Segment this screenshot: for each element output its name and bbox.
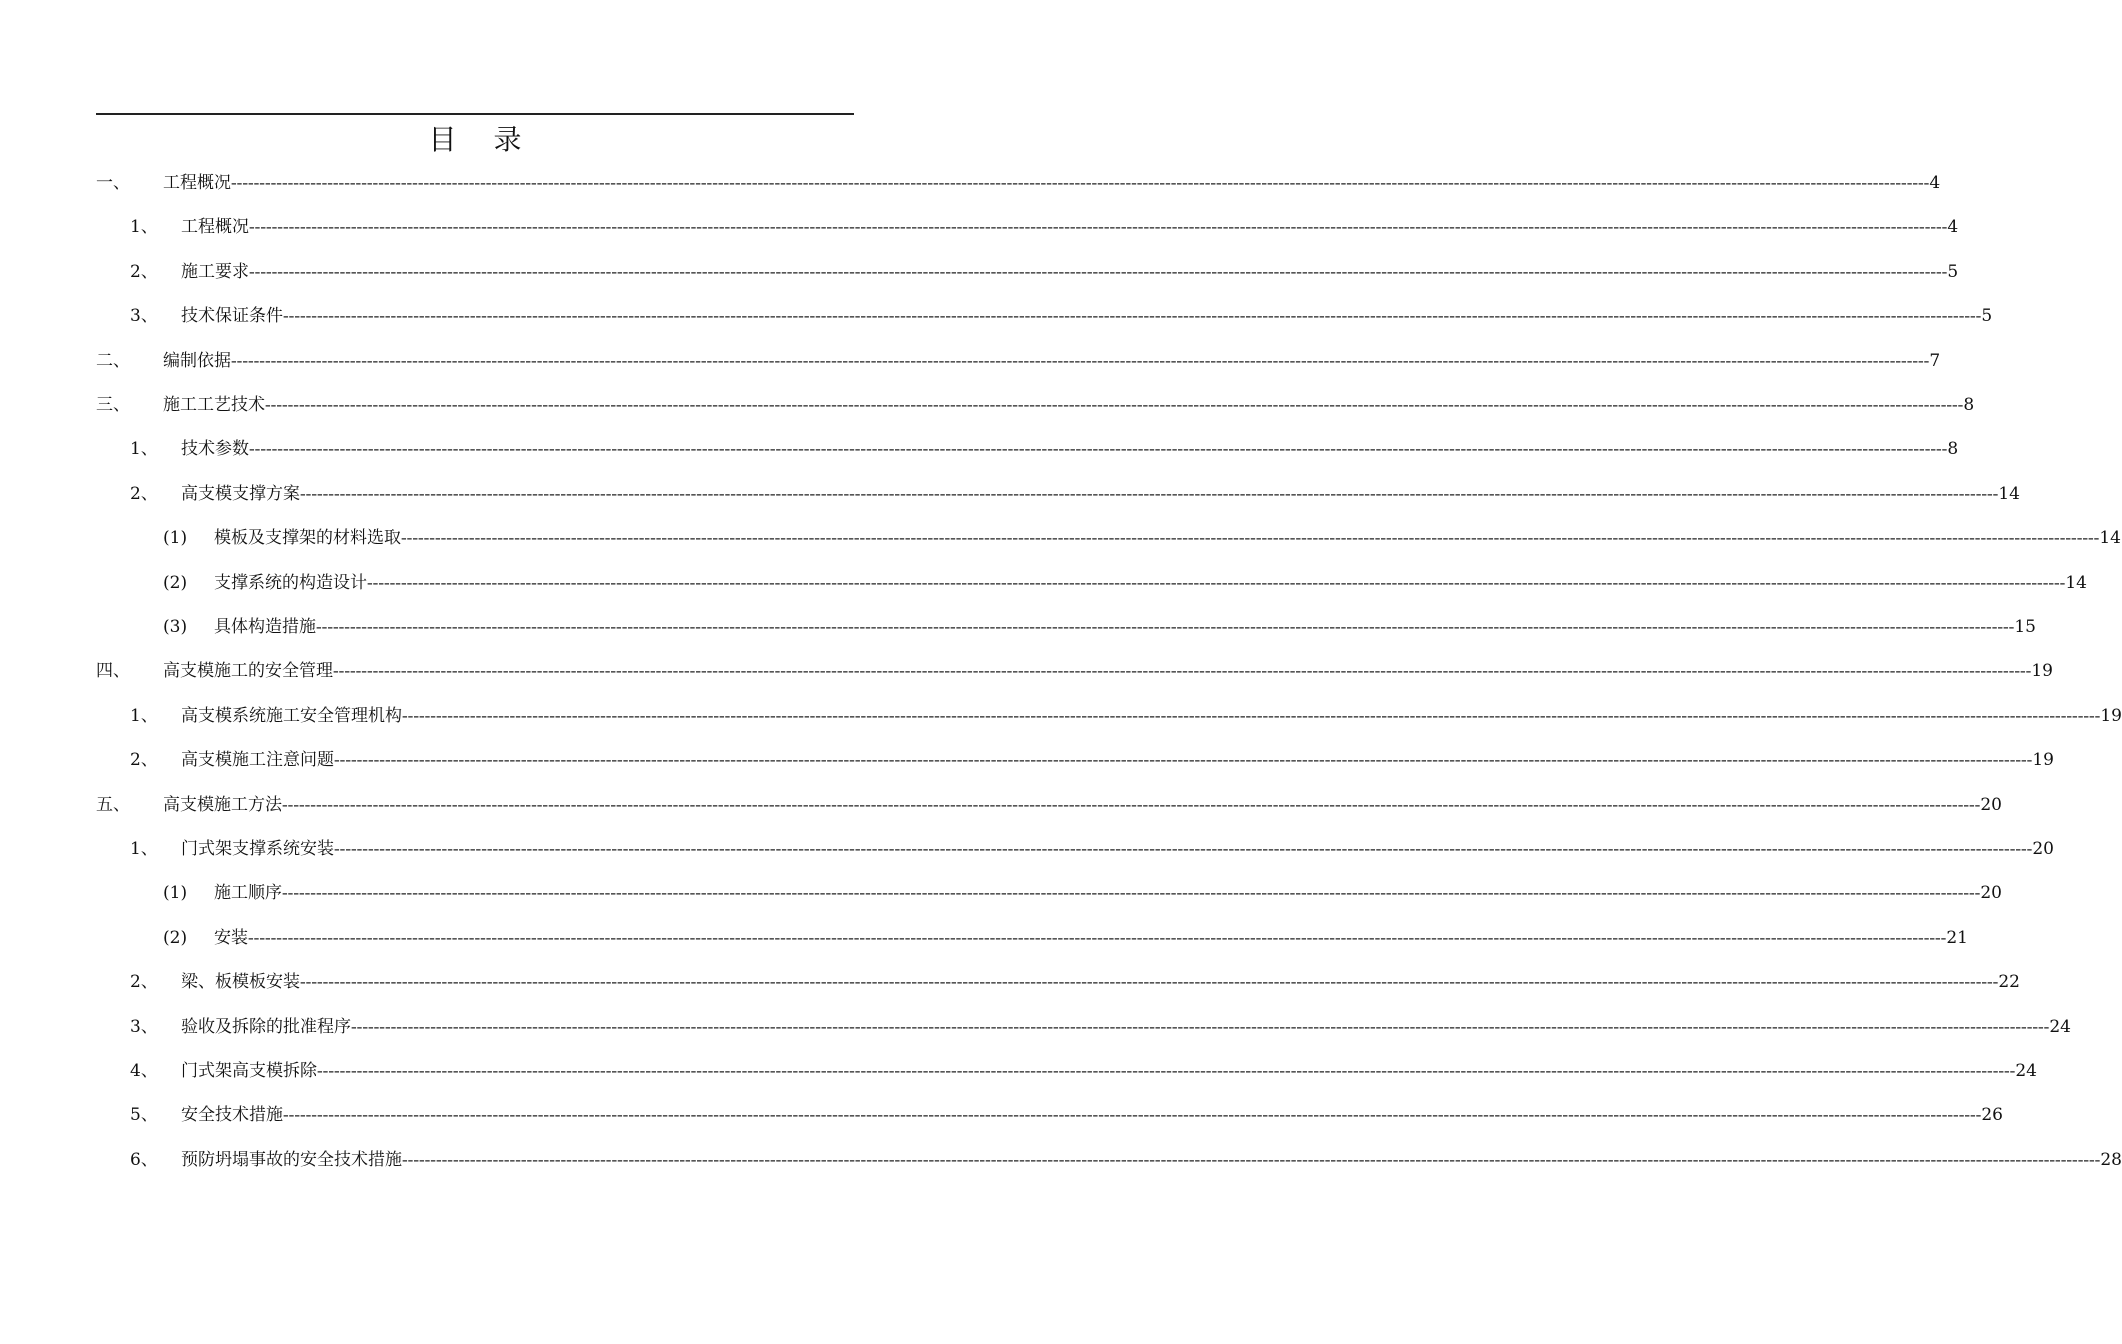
toc-entry[interactable] (96, 792, 2002, 818)
toc-entry-page-number: 20 (2032, 839, 2054, 859)
toc-entry-number: 4、 (130, 1061, 158, 1081)
toc-entry-page-number: 19 (2032, 750, 2054, 771)
toc-entry-title: 工程概况 (181, 217, 249, 238)
toc-entry-line (181, 436, 1959, 462)
toc-entry[interactable] (96, 303, 1993, 329)
toc-entry-line (181, 1014, 2071, 1040)
toc-entry-line (181, 747, 2054, 773)
toc-entry-page-number: 24 (2015, 1061, 2037, 1081)
toc-entry[interactable] (96, 925, 1968, 951)
toc-entry-page-number: 7 (1929, 350, 1941, 371)
toc-entry-line (181, 836, 2054, 862)
toc-entry[interactable] (96, 1014, 2071, 1040)
toc-entry[interactable] (96, 525, 2121, 551)
toc-entry-title: 安装 (214, 927, 248, 948)
toc-leader-dashes: ------------------------------------------------------------------------------------------------------------------------------------------------------------------------------------------------------------------------------------------------------------------------------------------------------------ (231, 350, 1930, 370)
toc-leader-dashes: ------------------------------------------------------------------------------------------------------------------------------------------------------------------------------------------------------------------------------------------------------------------------------------------------------------ (351, 1016, 2050, 1036)
toc-entry-page-number: 8 (1963, 395, 1975, 415)
toc-entry[interactable] (96, 392, 1975, 418)
toc-entry-title: 门式架支撑系统安装 (181, 839, 334, 859)
toc-entry-title: 工程概况 (163, 173, 231, 193)
toc-entry-number: 3、 (130, 1016, 158, 1037)
toc-entry[interactable] (96, 170, 1941, 196)
toc-entry-line (181, 1147, 2122, 1173)
toc-entry-title: 施工要求 (181, 261, 249, 282)
toc-entry-line (163, 392, 1975, 418)
toc-leader-dashes: ------------------------------------------------------------------------------------------------------------------------------------------------------------------------------------------------------------------------------------------------------------------------------------------------------------ (283, 1105, 1982, 1125)
toc-entry-line (181, 969, 2020, 995)
toc-entry-title: 施工工艺技术 (163, 395, 265, 415)
toc-entry[interactable] (96, 880, 2002, 906)
toc-entry-page-number: 22 (1998, 972, 2020, 993)
toc-entry-title: 梁、板模板安装 (181, 972, 300, 993)
toc-entry[interactable] (96, 703, 2122, 729)
toc-entry-title: 门式架高支模拆除 (181, 1061, 317, 1081)
toc-entry-page-number: 4 (1947, 217, 1959, 238)
toc-entry-page-number: 4 (1929, 173, 1941, 193)
toc-entry-title: 编制依据 (163, 350, 231, 371)
toc-entry-number: 2、 (130, 261, 158, 282)
header-rule (96, 113, 854, 115)
toc-entry-line (214, 880, 2002, 906)
toc-entry-page-number: 8 (1947, 439, 1959, 460)
toc-entry[interactable] (96, 969, 2020, 995)
toc-leader-dashes: ------------------------------------------------------------------------------------------------------------------------------------------------------------------------------------------------------------------------------------------------------------------------------------------------------------ (265, 395, 1964, 414)
toc-entry[interactable] (96, 614, 2036, 640)
toc-entry-title: 高支模施工方法 (163, 794, 282, 815)
toc-entry-line (214, 525, 2121, 551)
toc-entry-page-number: 19 (2031, 661, 2053, 682)
toc-leader-dashes: ------------------------------------------------------------------------------------------------------------------------------------------------------------------------------------------------------------------------------------------------------------------------------------------------------------ (401, 528, 2100, 548)
toc-entry-number: 5、 (130, 1105, 158, 1126)
toc-entry-number: (2) (163, 927, 188, 948)
toc-entry-line (163, 348, 1941, 374)
toc-leader-dashes: ------------------------------------------------------------------------------------------------------------------------------------------------------------------------------------------------------------------------------------------------------------------------------------------------------------ (300, 972, 1999, 992)
toc-entry-title: 高支模支撑方案 (181, 483, 300, 504)
toc-entry-page-number: 20 (1980, 794, 2002, 815)
toc-entry-title: 高支模系统施工安全管理机构 (181, 705, 402, 726)
toc-entry-line (214, 614, 2036, 640)
toc-entry-number: 2、 (130, 972, 158, 993)
toc-entry-page-number: 5 (1981, 306, 1993, 327)
toc-entry-title: 施工顺序 (214, 883, 282, 904)
toc-leader-dashes: ------------------------------------------------------------------------------------------------------------------------------------------------------------------------------------------------------------------------------------------------------------------------------------------------------------ (282, 794, 1981, 814)
toc-entry-number: 三、 (96, 395, 130, 415)
toc-entry-page-number: 24 (2049, 1016, 2071, 1037)
toc-entry[interactable] (96, 747, 2054, 773)
toc-entry-number: 6、 (130, 1149, 158, 1170)
toc-entry-page-number: 15 (2014, 617, 2036, 637)
toc-entry-title: 安全技术措施 (181, 1105, 283, 1126)
toc-entry-number: 五、 (96, 794, 130, 815)
toc-entry-number: 四、 (96, 661, 130, 682)
toc-entry-number: 1、 (130, 839, 158, 859)
toc-entry-title: 支撑系统的构造设计 (214, 572, 367, 593)
toc-entry-page-number: 26 (1981, 1105, 2003, 1126)
toc-leader-dashes: ------------------------------------------------------------------------------------------------------------------------------------------------------------------------------------------------------------------------------------------------------------------------------------------------------------ (334, 839, 2033, 858)
toc-leader-dashes: ------------------------------------------------------------------------------------------------------------------------------------------------------------------------------------------------------------------------------------------------------------------------------------------------------------ (282, 883, 1981, 903)
toc-entry-number: 1、 (130, 705, 158, 726)
toc-entry-number: 1、 (130, 217, 158, 238)
toc-entry[interactable] (96, 481, 2020, 507)
toc-entry-title: 技术参数 (181, 439, 249, 460)
toc-entry-line (181, 1058, 2037, 1084)
toc-leader-dashes: ------------------------------------------------------------------------------------------------------------------------------------------------------------------------------------------------------------------------------------------------------------------------------------------------------------ (334, 750, 2033, 770)
toc-entry-line (163, 170, 1941, 196)
toc-entry-page-number: 21 (1946, 927, 1968, 948)
toc-entry-page-number: 28 (2100, 1149, 2122, 1170)
toc-entry[interactable] (96, 1147, 2122, 1173)
toc-entry-page-number: 20 (1980, 883, 2002, 904)
toc-entry-title: 具体构造措施 (214, 617, 316, 637)
toc-entry-line (181, 303, 1993, 329)
toc-entry-page-number: 14 (2065, 572, 2087, 593)
toc-entry[interactable] (96, 658, 2053, 684)
toc-entry-number: 2、 (130, 483, 158, 504)
toc-entry-page-number: 19 (2100, 705, 2122, 726)
toc-entry-line (181, 1102, 2003, 1128)
toc-leader-dashes: ------------------------------------------------------------------------------------------------------------------------------------------------------------------------------------------------------------------------------------------------------------------------------------------------------------ (249, 439, 1948, 459)
toc-entry-page-number: 5 (1947, 261, 1959, 282)
toc-entry-line (214, 925, 1968, 951)
toc-entry-number: (1) (163, 883, 188, 904)
toc-leader-dashes: ------------------------------------------------------------------------------------------------------------------------------------------------------------------------------------------------------------------------------------------------------------------------------------------------------------ (249, 217, 1948, 237)
toc-entry-number: (2) (163, 572, 188, 593)
toc-leader-dashes: ------------------------------------------------------------------------------------------------------------------------------------------------------------------------------------------------------------------------------------------------------------------------------------------------------------ (333, 661, 2032, 681)
toc-entry[interactable] (96, 436, 1959, 462)
toc-entry-line (181, 481, 2020, 507)
toc-leader-dashes: ------------------------------------------------------------------------------------------------------------------------------------------------------------------------------------------------------------------------------------------------------------------------------------------------------------ (249, 261, 1948, 281)
toc-leader-dashes: ------------------------------------------------------------------------------------------------------------------------------------------------------------------------------------------------------------------------------------------------------------------------------------------------------------ (316, 617, 2015, 636)
toc-leader-dashes: ------------------------------------------------------------------------------------------------------------------------------------------------------------------------------------------------------------------------------------------------------------------------------------------------------------ (231, 173, 1930, 192)
toc-entry-number: (3) (163, 617, 188, 637)
toc-entry[interactable] (96, 214, 1959, 240)
toc-entry-title: 验收及拆除的批准程序 (181, 1016, 351, 1037)
toc-entry[interactable] (96, 348, 1941, 374)
toc-entry[interactable] (96, 1058, 2037, 1084)
toc-entry-number: 二、 (96, 350, 130, 371)
toc-leader-dashes: ------------------------------------------------------------------------------------------------------------------------------------------------------------------------------------------------------------------------------------------------------------------------------------------------------------ (300, 483, 1999, 503)
toc-entry-title: 技术保证条件 (181, 306, 283, 327)
toc-entry-line (181, 214, 1959, 240)
toc-leader-dashes: ------------------------------------------------------------------------------------------------------------------------------------------------------------------------------------------------------------------------------------------------------------------------------------------------------------ (317, 1061, 2016, 1080)
toc-entry[interactable] (96, 570, 2087, 596)
toc-entry-line (163, 792, 2002, 818)
toc-leader-dashes: ------------------------------------------------------------------------------------------------------------------------------------------------------------------------------------------------------------------------------------------------------------------------------------------------------------ (283, 306, 1982, 326)
toc-entry-line (181, 703, 2122, 729)
toc-entry-title: 高支模施工的安全管理 (163, 661, 333, 682)
toc-leader-dashes: ------------------------------------------------------------------------------------------------------------------------------------------------------------------------------------------------------------------------------------------------------------------------------------------------------------ (402, 705, 2101, 725)
toc-entry-number: 3、 (130, 306, 158, 327)
toc-entry-number: 2、 (130, 750, 158, 771)
toc-leader-dashes: ------------------------------------------------------------------------------------------------------------------------------------------------------------------------------------------------------------------------------------------------------------------------------------------------------------ (248, 927, 1947, 947)
toc-entry-page-number: 14 (2099, 528, 2121, 549)
toc-entry-number: 1、 (130, 439, 158, 460)
toc-entry-title: 模板及支撑架的材料选取 (214, 528, 401, 549)
toc-entry-page-number: 14 (1998, 483, 2020, 504)
toc-entry-line (163, 658, 2053, 684)
toc-entry-number: 一、 (96, 173, 130, 193)
toc-entry-title: 预防坍塌事故的安全技术措施 (181, 1149, 402, 1170)
page-title: 目 录 (428, 123, 536, 156)
toc-entry-line (214, 570, 2087, 596)
toc-entry[interactable] (96, 259, 1959, 285)
toc-entry-number: (1) (163, 528, 188, 549)
toc-entry-line (181, 259, 1959, 285)
toc-entry-title: 高支模施工注意问题 (181, 750, 334, 771)
toc-leader-dashes: ------------------------------------------------------------------------------------------------------------------------------------------------------------------------------------------------------------------------------------------------------------------------------------------------------------ (367, 572, 2066, 592)
toc-entry[interactable] (96, 836, 2054, 862)
toc-entry[interactable] (96, 1102, 2003, 1128)
toc-leader-dashes: ------------------------------------------------------------------------------------------------------------------------------------------------------------------------------------------------------------------------------------------------------------------------------------------------------------ (402, 1149, 2101, 1169)
